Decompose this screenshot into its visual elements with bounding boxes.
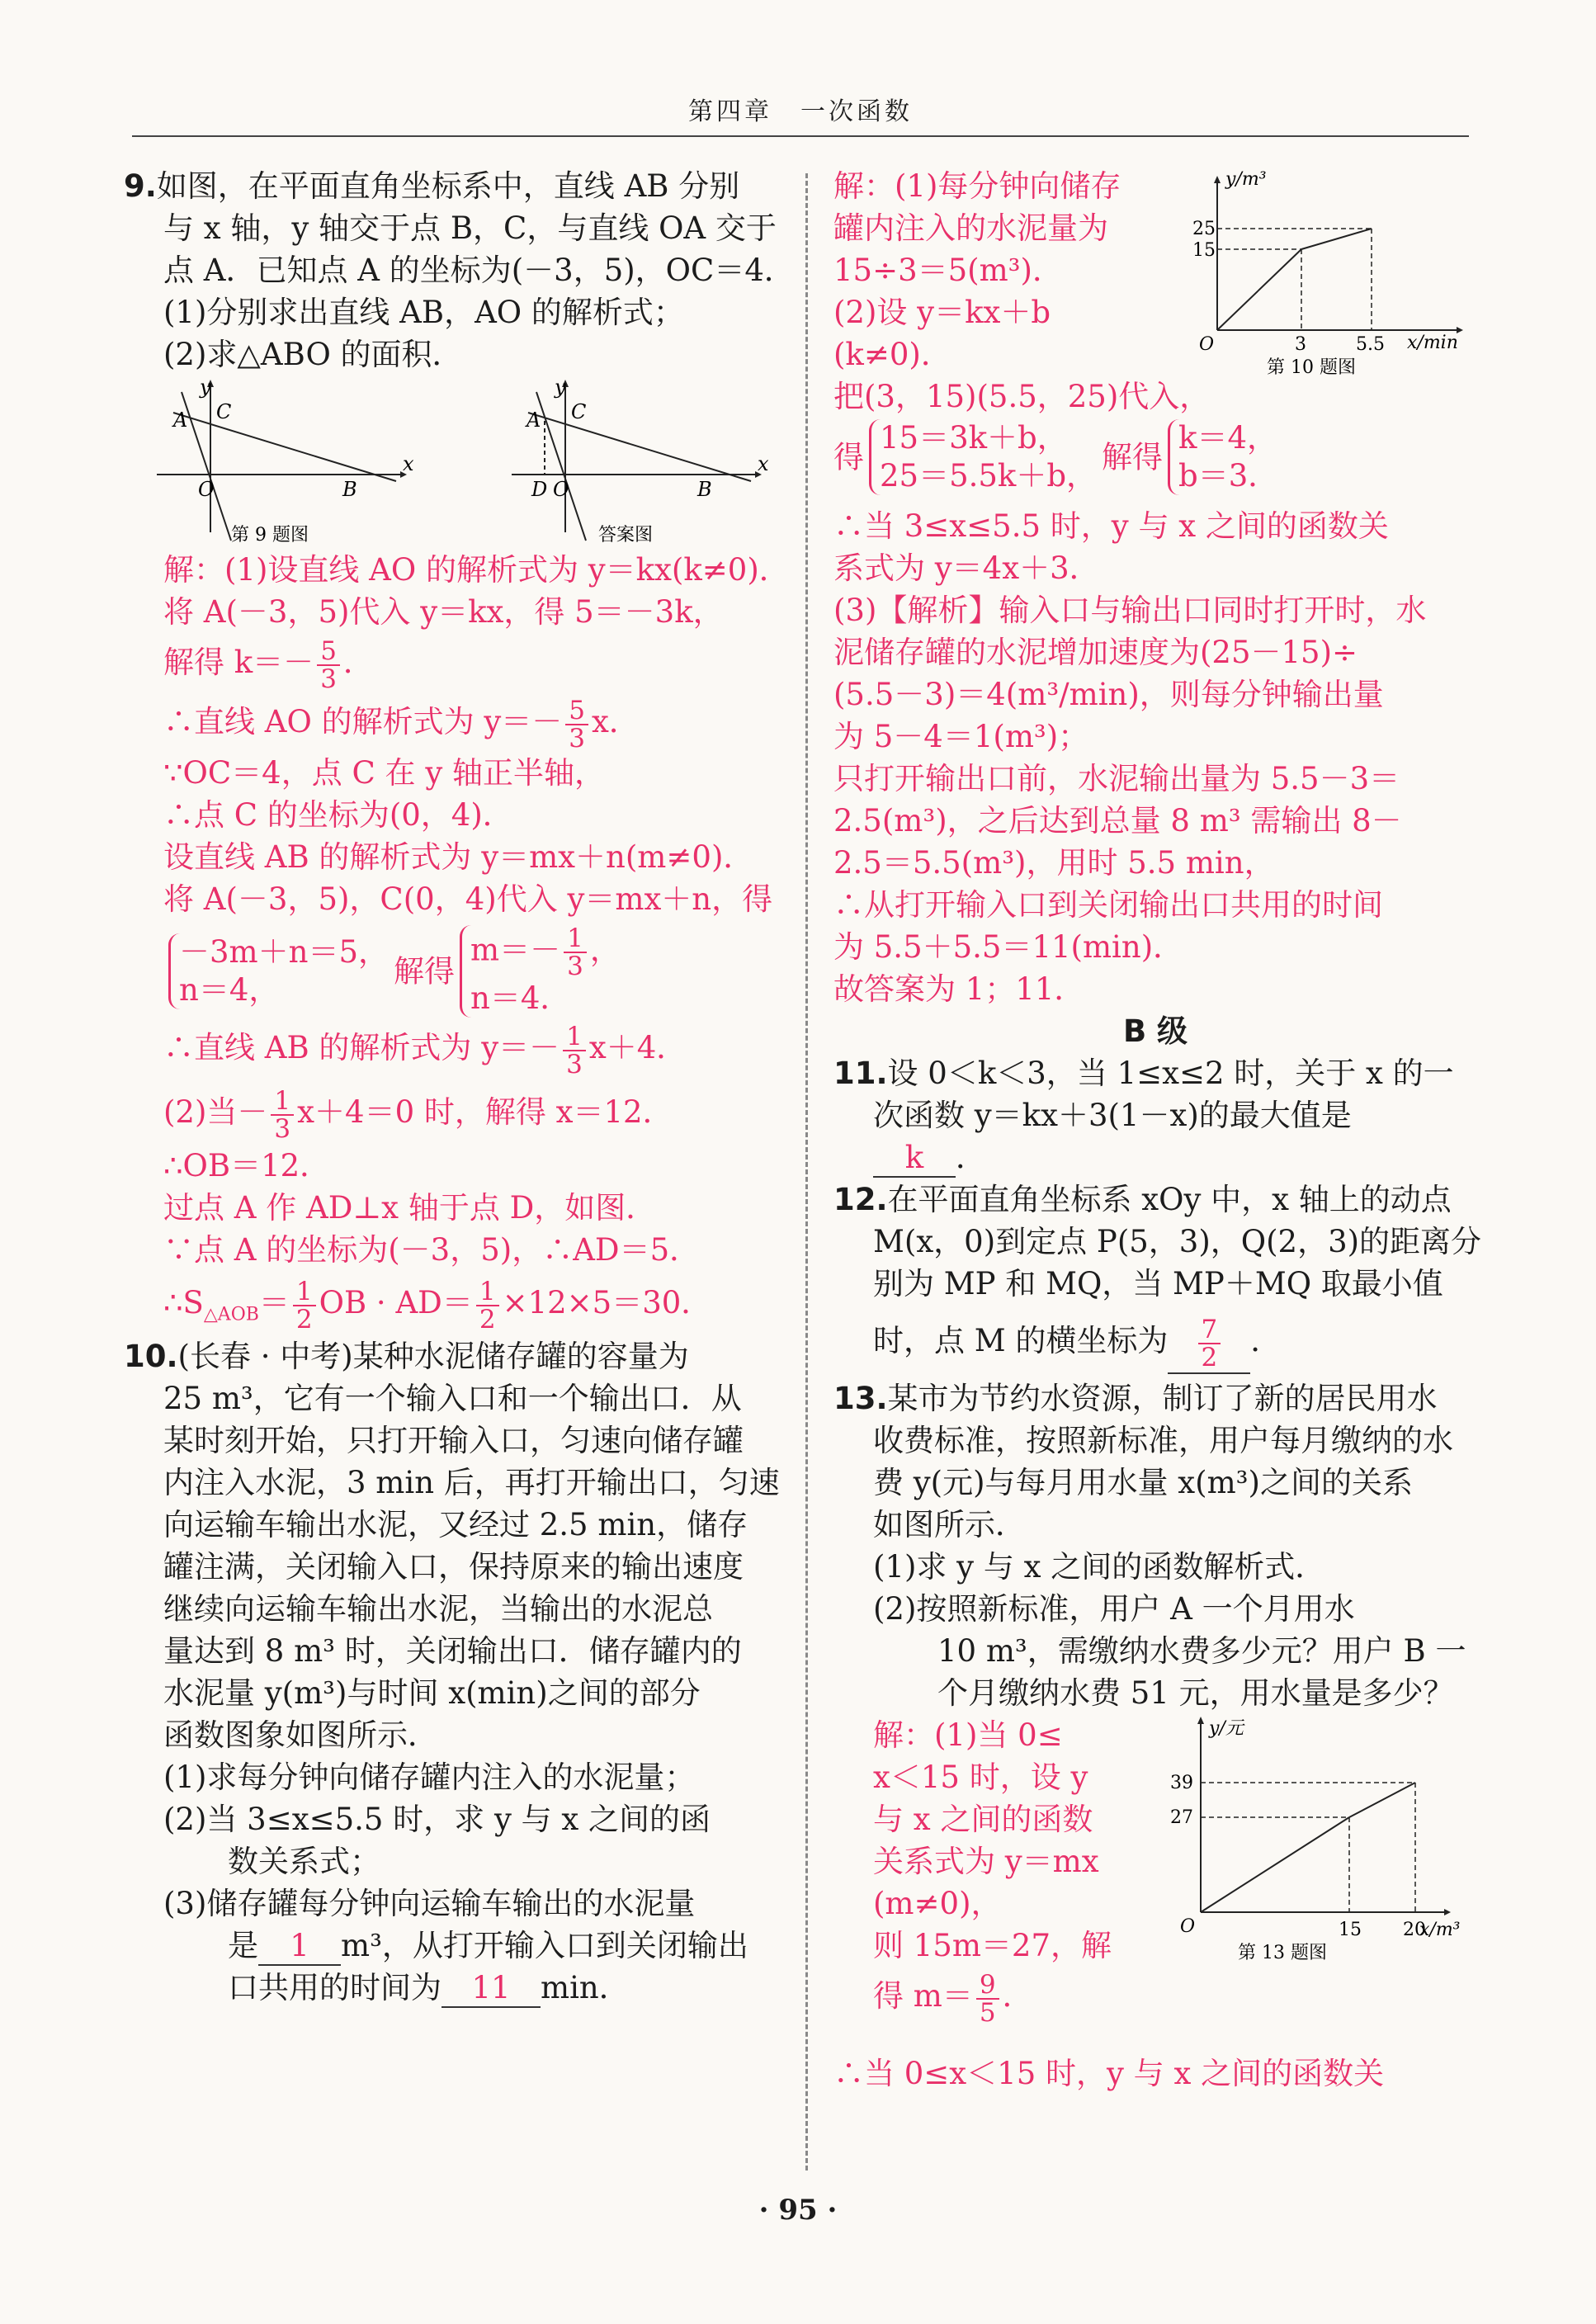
q12-blank[interactable]: $\frac{7}{2}$ — [1168, 1316, 1250, 1374]
q10-solution: 解：(1)每分钟向储存 罐内注入的水泥量为 15÷3＝5(m³)． (2)设 y＝kx＋b (k≠0)． 把(3，15)(5.5，25)代入， 得 15＝3k＋b， 25＝5.5k＋b， 解得 k＝4， b＝3． ∴当 3≤x≤5.5 时，y 与 x 之间的函数关 系式为 y＝4x＋3． (3)【解析】输入口与输出口同时打开时，水 泥储存罐的水泥增加速度为(25－15)÷ (5.5－3)＝4(m³/min)，则每分钟输出量 为 5－4＝1(m³)； 只打开输出口前，水泥输出量为 5.5－3＝ 2.5(m³)，之后达到总量 8 m³ 需输出 8－ 2.5＝5.5(m³)，用时 5.5 min， ∴从打开输入口到关闭输出口共用的时间 为 5.5＋5.5＝11(min)． 故答案为 1；11． — [833, 165, 1477, 1010]
q12: 12.在平面直角坐标系 xOy 中，x 轴上的动点 M(x，0)到定点 P(5，3)，Q(2，3)的距离分 别为 MP 和 MQ，当 MP＋MQ 取最小值 时，点 M 的横坐标为 $\frac{7}{2}$ ． — [833, 1182, 1482, 1372]
q13-fig-segment-2 — [1349, 1783, 1415, 1817]
q13: 13.某市为节约水资源，制订了新的居民用水 收费标准，按照新标准，用户每月缴纳的水 费 y(元)与每月用水量 x(m³)之间的关系 如图所示． (1)求 y 与 x 之间的函数解析式． (2)按照新标准，用户 A 一个月用水 10 m³，需缴纳水费多少元？用户 B 一 个月缴纳水费 51 元，用水量是多少？ — [833, 1381, 1466, 1711]
q9-part-2: (2)求△ABO 的面积． — [163, 337, 463, 372]
q9-fig-a: A — [173, 409, 188, 432]
q10-number: 10. — [124, 1339, 178, 1374]
svg-text:y/m³: y/m³ — [1225, 169, 1267, 190]
q9-fig-c: C — [216, 400, 232, 423]
header-rule — [132, 135, 1469, 137]
svg-text:3: 3 — [1295, 334, 1306, 355]
q9-fig-caption: 第 9 题图 — [231, 525, 309, 546]
svg-text:39: 39 — [1170, 1773, 1193, 1793]
q13-number: 13. — [833, 1381, 888, 1416]
q9-answer-figure — [503, 376, 767, 549]
svg-text:A: A — [526, 409, 541, 432]
q9-line-2: 与 x 轴，y 轴交于点 B，C，与直线 OA 交于 — [163, 210, 777, 246]
svg-text:x: x — [758, 452, 769, 475]
svg-text:x/min: x/min — [1407, 333, 1458, 353]
q13-fig-caption: 第 13 题图 — [1238, 1943, 1327, 1963]
column-divider — [805, 173, 808, 2170]
q9-line-1: 9.如图，在平面直角坐标系中，直线 AB 分别 — [124, 168, 740, 204]
svg-text:27: 27 — [1170, 1807, 1193, 1828]
q9-answer-caption: 答案图 — [598, 525, 654, 546]
svg-text:y: y — [555, 376, 566, 399]
q9-fig-y-label: y — [200, 376, 211, 399]
svg-text:D: D — [531, 478, 548, 501]
level-b-heading: B 级 — [1122, 1013, 1188, 1049]
right-column — [833, 165, 1482, 2095]
page-number: · 95 · — [758, 2194, 838, 2227]
q10-fig-segment-2 — [1301, 229, 1372, 249]
q13-solution-last-line: ∴当 0≤x＜15 时，y 与 x 之间的函数关 — [833, 2056, 1385, 2091]
q10-blank-2[interactable]: 11 — [441, 1970, 541, 2008]
q10-figure — [1192, 165, 1481, 380]
q9-solution: 解：(1)设直线 AO 的解析式为 y＝kx(k≠0)． 将 A(－3，5)代入 y＝kx，得 5＝－3k， 解得 k＝－ $\frac{5}{3}$ ． ∴直线 AO 的解析式为 y＝－ $\frac{5}{3}$ x． ∵OC＝4，点 C 在 y 轴正半轴， ∴点 C 的坐标为(0，4)． 设直线 AB 的解析式为 y＝mx＋n(m≠0)． 将 A(－3，5)，C(0，4)代入 y＝mx＋n，得 －3m＋n＝5， n＝4， 解得 m＝－ $\frac{1}{3}$ ， n＝4． ∴直线 AB 的解析式为 y＝－ $\frac{1}{3}$ x＋4． (2)当－ $\frac{1}{3}$ x＋4＝0 时，解得 x＝12． ∴OB＝12． 过点 A 作 AD⊥x 轴于点 D，如图． ∵点 A 的坐标为(－3，5)，∴AD＝5． $\therefore S_{\triangle AOB}=$ $\frac{1}{2}$ OB · AD＝ $\frac{1}{2}$ ×12×5＝30． — [124, 549, 776, 1335]
q10-fig-caption: 第 10 题图 — [1267, 357, 1356, 378]
svg-text:O: O — [1180, 1916, 1196, 1937]
q9-fig-b: B — [342, 478, 357, 501]
svg-text:O: O — [1199, 334, 1215, 355]
left-column — [124, 165, 795, 2009]
svg-text:15: 15 — [1339, 1920, 1362, 1940]
q11: 11.设 0＜k＜3，当 1≤x≤2 时，关于 x 的一 次函数 y＝kx＋3(1－x)的最大值是 k ． — [833, 1052, 1477, 1179]
chapter-header: 第四章 一次函数 — [688, 97, 913, 126]
q9-line-3: 点 A．已知点 A 的坐标为(－3，5)，OC＝4． — [163, 253, 795, 288]
q13-figure — [1164, 1714, 1477, 1970]
q9-figure — [149, 376, 413, 549]
svg-text:25: 25 — [1192, 219, 1216, 239]
q9-number: 9. — [124, 168, 157, 204]
q9-figures — [124, 376, 776, 549]
q13-fig-segment-1 — [1201, 1817, 1349, 1912]
svg-text:15: 15 — [1192, 240, 1216, 261]
q10-blank-1[interactable]: 1 — [258, 1928, 341, 1966]
q13-solution: 解：(1)当 0≤ x＜15 时，设 y 与 x 之间的函数 关系式为 y＝mx (m≠0)， 则 15m＝27，解 得 m＝ $\frac{9}{5}$ ． — [873, 1717, 1112, 2028]
q10: 10.(长春 · 中考)某种水泥储存罐的容量为 25 m³，它有一个输入口和一个输出口．从 某时刻开始，只打开输入口，匀速向储存罐 内注入水泥，3 min 后，再打开输出口，匀速 向运输车输出水泥，又经过 2.5 min，储存 罐注满，关闭输入口，保持原来的输出速度 继续向运输车输出水泥，当输出的水泥总 量达到 8 m³ 时，关闭输出口．储存罐内的 水泥量 y(m³)与时间 x(min)之间的部分 函数图象如图所示． (1)求每分钟向储存罐内注入的水泥量； (2)当 3≤x≤5.5 时，求 y 与 x 之间的函 数关系式； (3)储存罐每分钟向运输车输出的水泥量 是 1 m³，从打开输入口到关闭输出 口共用的时间为 11 min． — [124, 1335, 776, 2009]
q13-solution-area — [833, 1714, 1477, 2052]
q9-fig-x-label: x — [403, 452, 414, 475]
q11-blank[interactable]: k — [873, 1140, 956, 1178]
q9-part-1: (1)分别求出直线 AB，AO 的解析式； — [163, 295, 684, 330]
svg-text:5.5: 5.5 — [1356, 334, 1385, 355]
q9-fig-o: O — [198, 478, 215, 501]
q10-fig-segment-1 — [1217, 249, 1301, 330]
svg-text:B: B — [697, 478, 712, 501]
q10-system: 得 15＝3k＋b， 25＝5.5k＋b， 解得 k＝4， b＝3． — [833, 420, 1279, 494]
q9-system: －3m＋n＝5， n＝4， 解得 m＝－ $\frac{1}{3}$ ， n＝4． — [124, 920, 776, 1016]
q12-number: 12. — [833, 1182, 888, 1217]
svg-text:O: O — [553, 478, 569, 501]
svg-text:y/元: y/元 — [1209, 1718, 1244, 1739]
svg-text:x/m³: x/m³ — [1419, 1920, 1461, 1940]
q9-fig-line-ab — [173, 413, 396, 481]
q11-number: 11. — [833, 1056, 888, 1091]
svg-text:C: C — [571, 400, 587, 423]
svg-text:20: 20 — [1403, 1920, 1426, 1940]
